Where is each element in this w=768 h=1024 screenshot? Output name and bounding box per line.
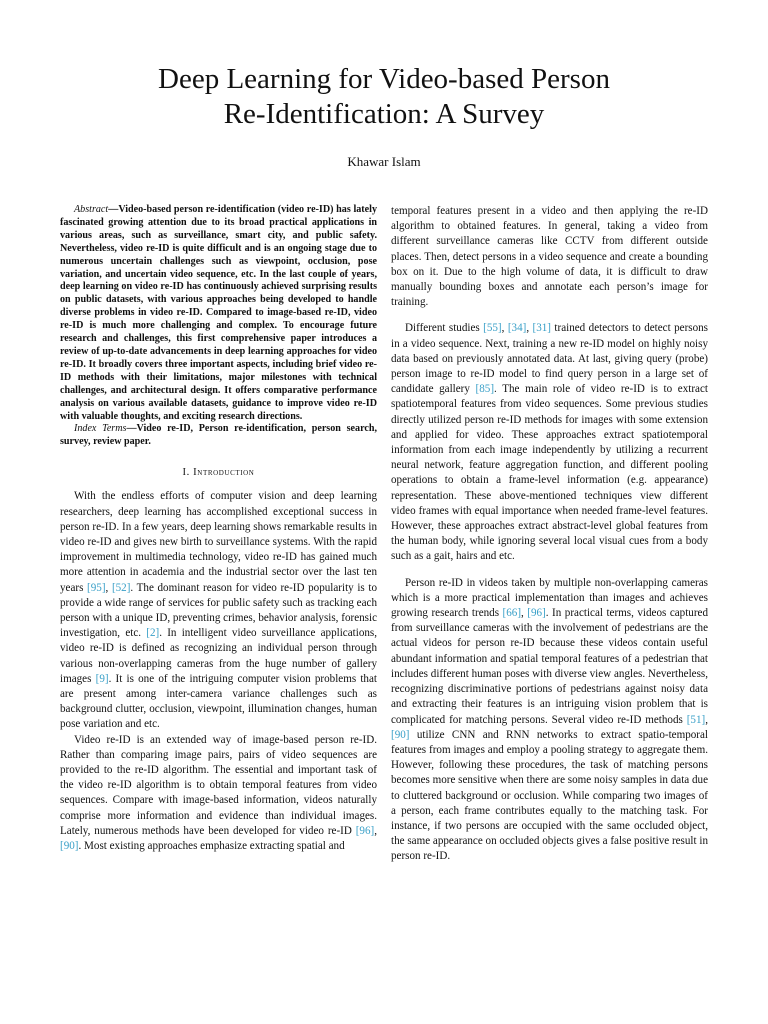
- text-run: utilize CNN and RNN networks to extract spatio-temporal features from images and employ a pooling strategy to aggregate them. However, following these procedures, the task of matching persons becomes more sensitive when there are some noisy samples in data due to cluttered background or occlusion. While comparing two images of a person, each frame contributes equally to the matching task. For instance, if two persons are occupied with the same occluded object, the same appearance on occluded objects gives a false positive result in person re-ID.: [391, 728, 709, 863]
- citation-link[interactable]: [2]: [146, 627, 160, 640]
- text-run: Video re-ID is an extended way of image-based person re-ID. Rather than comparing image pairs, pairs of video sequences are provided to the re-ID algorithm. The essential and important task of the video re-ID algorithm is to obtain temporal features from video sequences. Compare with image-based information, videos naturally comprise more information and evidence than individual images. Lately, numerous methods have been developed for video re-ID: [60, 733, 377, 837]
- text-run: trained detectors to detect persons in a video sequence. Next, training a new re-ID model on highly noisy data based on previously annotated data. At last, giving query (probe) person image to re-ID model to find query person in a large set of candidate gallery: [391, 322, 708, 396]
- text-run: ,: [521, 607, 528, 620]
- text-run: . Most existing approaches emphasize extracting spatial and: [78, 840, 345, 853]
- index-terms-label: Index Terms: [74, 423, 127, 435]
- text-run: Person re-ID in videos taken by multiple non-overlapping cameras which is a more practical implementation than images and achieves growing research trends: [391, 576, 708, 620]
- citation-link[interactable]: [9]: [95, 672, 109, 685]
- title-line-2: Re-Identification: A Survey: [223, 98, 545, 130]
- text-run: ,: [526, 322, 533, 335]
- author-name: Khawar Islam: [347, 154, 421, 169]
- left-column: [60, 204, 377, 854]
- text-run: Different studies: [405, 322, 484, 335]
- text-run: With the endless efforts of computer vision and deep learning researchers, deep learning has accomplished exceptional success in person re-ID. In a few years, deep learning shows remarkable results in video re-ID and gives new birth to surveillance systems. With the rapid improvement in multimedia technology, video re-ID has gained much more attention in academia and the industrial sector over the last ten years: [60, 490, 377, 594]
- paper-title: [0, 62, 768, 132]
- citation-link[interactable]: [51]: [686, 713, 706, 726]
- text-run: ,: [501, 322, 508, 335]
- citation-link[interactable]: [90]: [391, 728, 410, 741]
- right-paragraph-1: temporal features present in a video and then applying the re-ID algorithm to obtained features. In general, taking a video from different surveillance cameras like CCTV from different outside places. Then, detect persons in a video sequence and create a bounding box on it. Due to the high volume of data, it is difficult to draw manually bounding boxes and annotate each person’s image for training.: [391, 205, 708, 309]
- section-heading-introduction: I. Introduction: [182, 467, 255, 479]
- right-paragraph-3: [391, 576, 708, 865]
- citation-link[interactable]: [96]: [527, 607, 546, 620]
- citation-link[interactable]: [52]: [111, 581, 131, 594]
- text-run: ,: [105, 581, 112, 594]
- text-run: . In practical terms, videos captured from surveillance cameras with the involvement of pedestrians are the actual videos for person re-ID because these videos contain useful abundant information and spatial temporal features of a pedestrian that includes different human poses with diverse view angles. Nevertheless, recognizing discriminative portions of pedestrians against noisy data and extracting their features is an intriguing vision problem that is complicated for matching persons. Several video re-ID methods: [391, 607, 709, 726]
- right-paragraph-2: [391, 321, 708, 564]
- text-run: . It is one of the intriguing computer vision problems that are present among inter-camera variance challenges such as background clutter, occlusion, viewpoint, illumination changes, human pose variation and etc.: [60, 672, 377, 731]
- text-run: ,: [705, 713, 708, 726]
- right-column: [391, 204, 708, 865]
- citation-link[interactable]: [85]: [475, 383, 495, 396]
- index-terms: [60, 423, 377, 449]
- citation-link[interactable]: [34]: [507, 322, 527, 335]
- abstract-text: —Video-based person re-identification (video re-ID) has lately fascinated growing attention due to its broad practical applications in various areas, such as surveillance, smart city, and public safety. Nevertheless, video re-ID is quite difficult and is an ongoing stage due to numerous uncertain challenges such as viewpoint, occlusion, pose variation, and uncertain video sequence, etc. In the last couple of years, deep learning on video re-ID has continuously achieved surprising results on public datasets, with various approaches being developed to handle diverse problems in video re-ID. Compared to image-based re-ID, video re-ID is much more challenging and complex. To encourage future research and challenges, this first comprehensive paper introduces a review of up-to-date advancements in deep learning approaches for video re-ID. It broadly covers three important aspects, including brief video re-ID methods with their limitations, major milestones with technical challenges, and architectural design. It offers comparative performance analysis on various available datasets, guidance to improve video re-ID with valuable thoughts, and exciting research directions.: [60, 204, 377, 422]
- citation-link[interactable]: [31]: [532, 322, 551, 335]
- title-line-1: Deep Learning for Video-based Person: [158, 63, 610, 95]
- citation-link[interactable]: [95]: [87, 581, 106, 594]
- index-terms-text: —Video re-ID, Person re-identification, person search, survey, review paper.: [60, 423, 377, 448]
- text-run: . The dominant reason for video re-ID popularity is to provide a wide range of services for public safety such as tracking each person with a unique ID, preventing crimes, behavior analysis, forensic investigation, etc.: [60, 581, 377, 640]
- intro-paragraph-1: [60, 489, 377, 732]
- text-run: ,: [374, 824, 377, 837]
- citation-link[interactable]: [90]: [60, 840, 79, 853]
- citation-link[interactable]: [66]: [502, 607, 522, 620]
- text-run: . In intelligent video surveillance applications, video re-ID is defined as recognizing an individual person through various non-overlapping cameras from the huge number of gallery images: [60, 627, 377, 685]
- text-run: . The main role of video re-ID is to extract spatiotemporal features from video sequences. Some previous studies directly utilized person re-ID methods for images with some extension and applied for video. These approaches extract spatiotemporal information from each image independently by utilizing a recurrent neural network, feature aggregation function, and different pooling operations to obtain a frame-level information (e.g. appearance) representation. These above-mentioned techniques view different video frames with equal importance when needed frame-level features. However, these approaches extract abstract-level global features from the human body, while ignoring several local visual cues from a body such as a gait, hairs and etc.: [391, 383, 708, 563]
- abstract-label: Abstract: [74, 204, 109, 215]
- citation-link[interactable]: [55]: [483, 322, 502, 335]
- abstract: [60, 204, 377, 423]
- intro-paragraph-2: [60, 733, 377, 855]
- citation-link[interactable]: [96]: [355, 824, 375, 837]
